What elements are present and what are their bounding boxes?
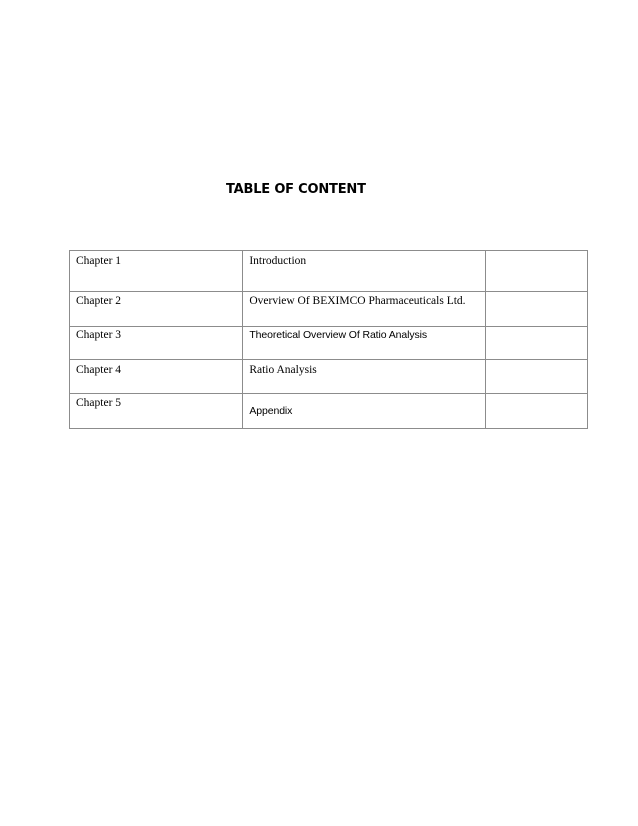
- chapter-number-cell: Chapter 1: [70, 251, 243, 292]
- page-number-cell: [485, 394, 587, 429]
- page-number-cell: [485, 292, 587, 327]
- chapter-number-cell: Chapter 5: [70, 394, 243, 429]
- chapter-title-cell: Introduction: [243, 251, 485, 292]
- table-row: [70, 292, 588, 327]
- page-title: TABLE OF CONTENT: [226, 182, 366, 197]
- chapter-title-cell: Theoretical Overview Of Ratio Analysis: [243, 327, 485, 360]
- page-number-cell: [485, 327, 587, 360]
- table-row: [70, 360, 588, 394]
- chapter-title-cell: [243, 394, 485, 429]
- chapter-title-text: Appendix: [249, 405, 293, 417]
- table-row: [70, 327, 588, 360]
- table-row: [70, 251, 588, 292]
- chapter-number-cell: Chapter 2: [70, 292, 243, 327]
- page-number-cell: [485, 251, 587, 292]
- page-number-cell: [485, 360, 587, 394]
- table-row: [70, 394, 588, 429]
- chapter-number-cell: Chapter 3: [70, 327, 243, 360]
- chapter-title-cell: Overview Of BEXIMCO Pharmaceuticals Ltd.: [243, 292, 485, 327]
- chapter-number-cell: Chapter 4: [70, 360, 243, 394]
- toc-table: [69, 250, 588, 429]
- chapter-title-cell: Ratio Analysis: [243, 360, 485, 394]
